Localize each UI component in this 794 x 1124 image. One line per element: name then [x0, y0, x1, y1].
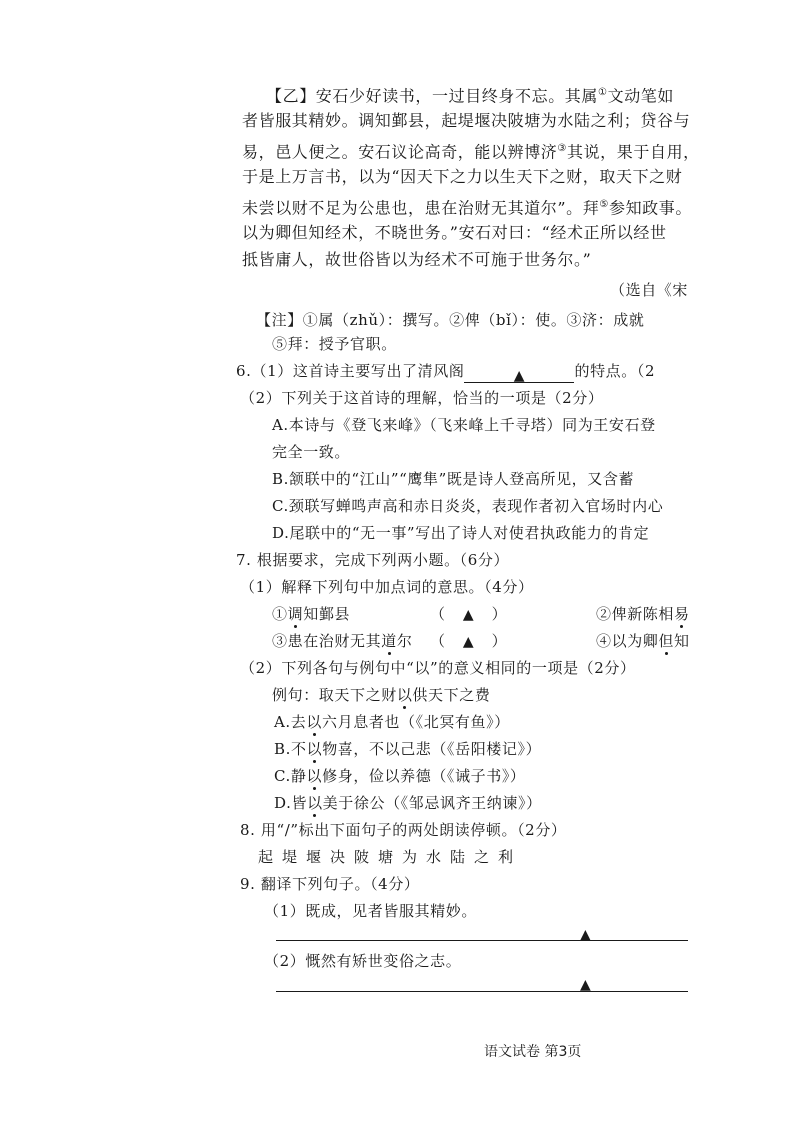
footnote-mark-5: ⑤: [599, 199, 609, 210]
q6-part2: （2）下列关于这首诗的理解，恰当的一项是（2分）: [240, 389, 604, 407]
note-line-1: 【注】①属（zhǔ）：撰写。②俾（bǐ）：使。③济：成就: [256, 311, 645, 329]
q7-example: 例句：取天下之财以供天下之费: [272, 686, 491, 704]
q8-title: 8. 用“/”标出下面句子的两处朗读停顿。（2分）: [240, 821, 567, 839]
q6-option-c: C.颈联写蝉鸣声高和赤日炎炎，表现作者初入官场时内心: [272, 497, 664, 515]
passage-source: （选自《宋: [610, 281, 689, 299]
q8-sentence[interactable]: 起堤堰决陂塘为水陆之利: [258, 848, 523, 866]
q6-option-a-2: 完全一致。: [272, 443, 351, 461]
page-footer: 语文试卷 第3页: [484, 1044, 582, 1060]
q6-option-a-1: A.本诗与《登飞来峰》（飞来峰上千寻塔）同为王安石登: [272, 416, 656, 434]
footnote-mark-3: ③: [557, 143, 567, 154]
answer-marker-icon: ▲: [513, 368, 526, 384]
answer-marker-icon: ▲: [462, 634, 475, 650]
answer-marker-icon: ▲: [580, 927, 592, 943]
q9-sentence-1: （1）既成，见者皆服其精妙。: [264, 902, 477, 920]
q7-option-b: B.不以物喜，不以己悲（《岳阳楼记》）: [274, 740, 542, 758]
q7-item-4: ④以为卿但知: [596, 632, 690, 650]
q7-item-2: ②俾新陈相易: [596, 605, 690, 623]
q7-title: 7. 根据要求，完成下列两小题。（6分）: [236, 551, 510, 569]
passage-line-4: 于是上万言书，以为“因天下之力以生天下之财，取天下之财: [242, 167, 683, 186]
passage-line-7: 抵皆庸人，故世俗皆以为经术不可施于世务尔。”: [242, 250, 592, 269]
q6-answer-blank[interactable]: [464, 364, 574, 383]
q9-sentence-2: （2）慨然有矫世变俗之志。: [264, 952, 462, 970]
answer-marker-icon: ▲: [580, 977, 592, 993]
passage-line-2: 者皆服其精妙。调知鄞县，起堤堰决陂塘为水陆之利；贷谷与: [242, 111, 691, 130]
note-line-2: ⑤拜：授予官职。: [272, 335, 397, 353]
q6-option-b: B.颔联中的“江山”“鹰隼”既是诗人登高所见，又含蓄: [272, 470, 635, 488]
q6-option-d: D.尾联中的“无一事”写出了诗人对使君执政能力的肯定: [272, 524, 650, 542]
q9-answer-line-2[interactable]: [276, 991, 688, 992]
q7-part2: （2）下列各句与例句中“以”的意义相同的一项是（2分）: [240, 659, 636, 677]
q7-item-3-answer[interactable]: （ ▲ ）: [430, 630, 507, 653]
q9-title: 9. 翻译下列句子。（4分）: [240, 875, 420, 893]
passage-line-5: 未尝以财不足为公患也，患在治财无其道尔”。拜⑤参知政事。: [242, 198, 692, 218]
q7-option-a: A.去以六月息者也（《北冥有鱼》）: [274, 713, 510, 731]
q7-item-1: ①调知鄞县: [272, 605, 351, 623]
passage-line-3: 易，邑人便之。安石议论高奇，能以辨博济③其说，果于自用，: [242, 142, 700, 162]
q7-item-3: ③患在治财无其道尔: [272, 632, 413, 650]
q7-option-c: C.静以修身，俭以养德（《诫子书》）: [274, 767, 526, 785]
q7-option-d: D.皆以美于徐公（《邹忌讽齐王纳谏》）: [274, 794, 542, 812]
q9-answer-line-1[interactable]: [276, 940, 688, 941]
q7-item-1-answer[interactable]: （ ▲ ）: [430, 603, 507, 626]
footnote-mark-1: ①: [598, 87, 608, 98]
q7-part1: （1）解释下列句中加点词的意思。（4分）: [240, 578, 534, 596]
passage-line-1: 【乙】安石少好读书，一过目终身不忘。其属①文动笔如: [266, 86, 674, 106]
passage-line-6: 以为卿但知经术，不晓世务。”安石对曰：“经术正所以经世: [242, 223, 667, 242]
answer-marker-icon: ▲: [462, 607, 475, 623]
q6-part1: 6.（1）这首诗主要写出了清风阁 ▲ 的特点。（2: [236, 362, 656, 384]
